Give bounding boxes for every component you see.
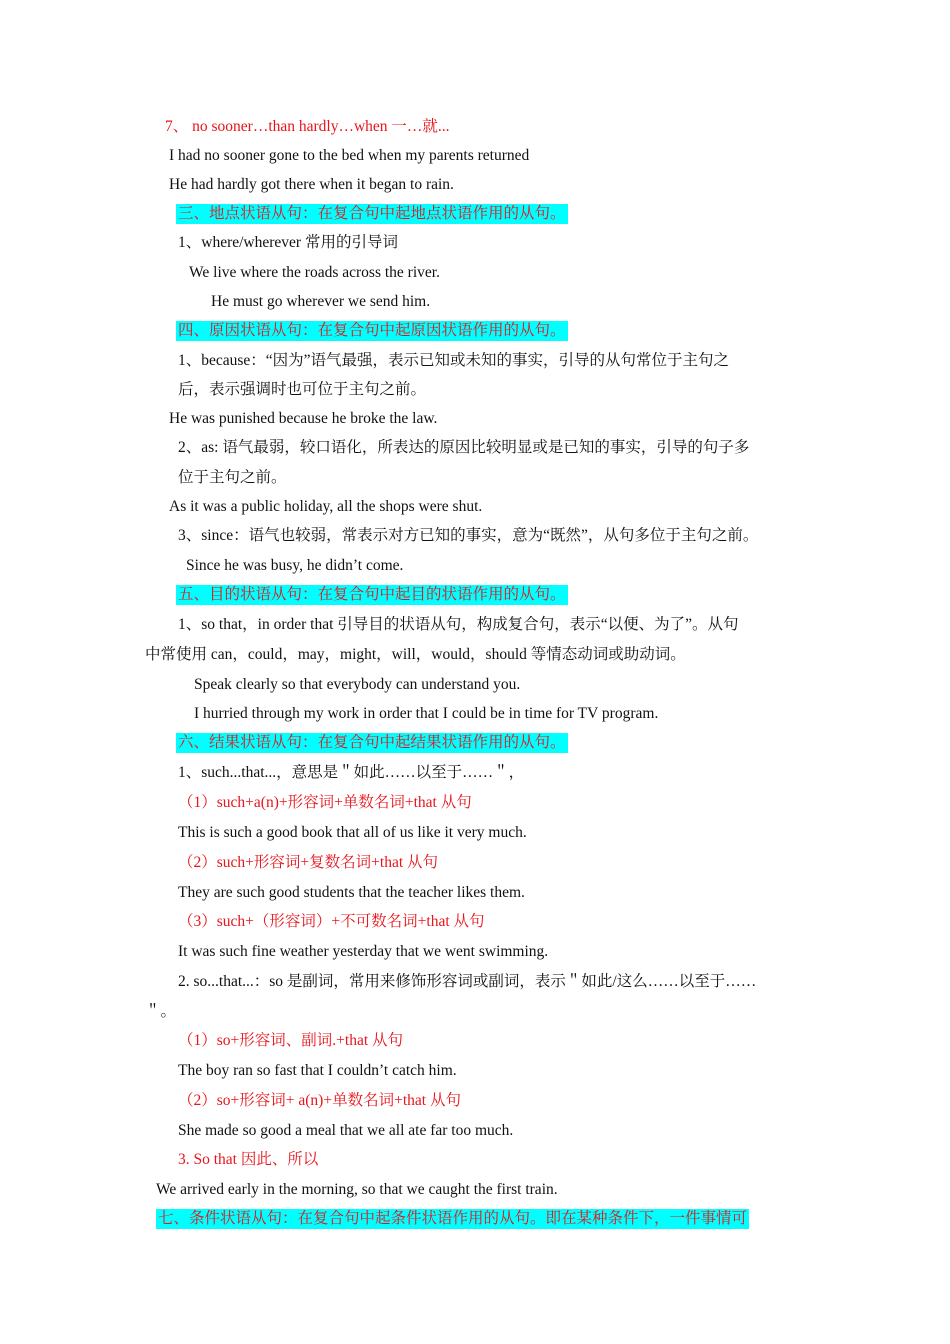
pattern-line: （2）so+形容词+ a(n)+单数名词+that 从句 <box>178 1092 461 1109</box>
example-sentence: They are such good students that the teacher likes them. <box>178 884 525 901</box>
example-sentence: It was such fine weather yesterday that we went swimming. <box>178 943 549 960</box>
rule-line: 2、as: 语气最弱，较口语化，所表达的原因比较明显或是已知的事实，引导的句子多 <box>178 439 750 456</box>
example-sentence: This is such a good book that all of us like it very much. <box>178 824 527 841</box>
rule-line: 1、where/wherever 常用的引导词 <box>178 234 398 251</box>
rule-line: 位于主句之前。 <box>178 469 287 486</box>
section-heading-condition-clause: 七、条件状语从句：在复合句中起条件状语作用的从句。即在某种条件下，一件事情可 <box>158 1210 748 1227</box>
rule-line: 3、since：语气也较弱，常表示对方已知的事实，意为“既然”，从句多位于主句之前。 <box>178 527 759 544</box>
rule-line: 1、so that，in order that 引导目的状语从句，构成复合句，表示“以便、为了”。从句 <box>178 616 739 633</box>
rule-line: ＂。 <box>145 1003 177 1020</box>
pattern-line: （2）such+形容词+复数名词+that 从句 <box>178 854 439 871</box>
example-sentence: We live where the roads across the river. <box>189 264 440 281</box>
example-sentence: As it was a public holiday, all the shops were shut. <box>169 498 483 515</box>
example-sentence: Since he was busy, he didn’t come. <box>186 557 404 574</box>
example-sentence: He must go wherever we send him. <box>211 293 431 310</box>
pattern-line: （1）so+形容词、副词.+that 从句 <box>178 1032 404 1049</box>
example-sentence: He had hardly got there when it began to rain. <box>169 176 454 193</box>
rule-line: 后，表示强调时也可位于主句之前。 <box>178 381 427 398</box>
section-heading-purpose-clause: 五、目的状语从句：在复合句中起目的状语作用的从句。 <box>178 586 566 603</box>
section-heading-cause-clause: 四、原因状语从句：在复合句中起原因状语作用的从句。 <box>178 322 566 339</box>
heading-no-sooner-hardly: 7、 no sooner…than hardly…when 一…就... <box>165 118 450 135</box>
example-sentence: She made so good a meal that we all ate far too much. <box>178 1122 514 1139</box>
example-sentence: Speak clearly so that everybody can understand you. <box>194 676 521 693</box>
rule-line: 2. so...that...：so 是副词，常用来修饰形容词或副词，表示＂如此/这么……以至于…… <box>178 973 757 990</box>
rule-line: 1、because：“因为”语气最强，表示已知或未知的事实，引导的从句常位于主句之 <box>178 352 730 369</box>
example-sentence: The boy ran so fast that I couldn’t catch him. <box>178 1062 457 1079</box>
pattern-line: （1）such+a(n)+形容词+单数名词+that 从句 <box>178 794 472 811</box>
section-heading-result-clause: 六、结果状语从句：在复合句中起结果状语作用的从句。 <box>178 734 566 751</box>
pattern-line: 3. So that 因此、所以 <box>178 1151 319 1168</box>
rule-line: 1、such...that...，意思是＂如此……以至于……＂， <box>178 764 525 781</box>
rule-line: 中常使用 can，could，may，might，will，would，should 等情态动词或助动词。 <box>145 646 686 663</box>
example-sentence: We arrived early in the morning, so that we caught the first train. <box>156 1181 558 1198</box>
example-sentence: I hurried through my work in order that I could be in time for TV program. <box>194 705 659 722</box>
pattern-line: （3）such+（形容词）+不可数名词+that 从句 <box>178 913 485 930</box>
section-heading-place-clause: 三、地点状语从句：在复合句中起地点状语作用的从句。 <box>178 205 566 222</box>
example-sentence: I had no sooner gone to the bed when my parents returned <box>169 147 530 164</box>
example-sentence: He was punished because he broke the law. <box>169 410 438 427</box>
